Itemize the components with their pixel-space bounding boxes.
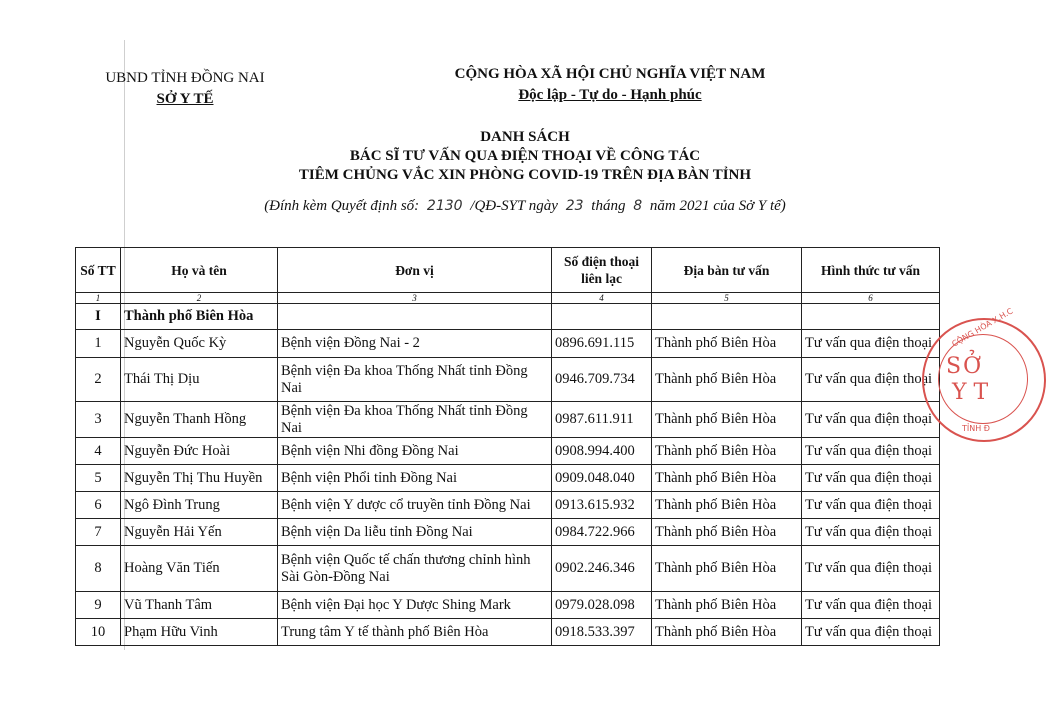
document-title <box>180 128 870 185</box>
row-name: Vũ Thanh Tâm <box>121 592 278 619</box>
row-mode: Tư vấn qua điện thoại <box>802 546 940 592</box>
row-unit: Bệnh viện Đa khoa Thống Nhất tỉnh Đồng Nai <box>278 358 552 402</box>
row-area: Thành phố Biên Hòa <box>652 402 802 438</box>
subtitle-part-4: năm 2021 của Sở Y tế) <box>649 198 786 214</box>
row-mode: Tư vấn qua điện thoại <box>802 402 940 438</box>
table-row <box>76 330 940 358</box>
row-stt: 1 <box>76 330 121 358</box>
row-mode: Tư vấn qua điện thoại <box>802 438 940 465</box>
section-label: Thành phố Biên Hòa <box>121 304 278 330</box>
doctor-list-table <box>75 247 940 646</box>
row-name: Nguyễn Đức Hoài <box>121 438 278 465</box>
subtitle-part-2: /QĐ-SYT ngày <box>470 198 558 214</box>
row-area: Thành phố Biên Hòa <box>652 358 802 402</box>
row-mode: Tư vấn qua điện thoại <box>802 330 940 358</box>
issuer-block <box>90 70 280 108</box>
table-header-row <box>76 248 940 293</box>
row-name: Nguyễn Thanh Hồng <box>121 402 278 438</box>
official-seal <box>922 306 1046 442</box>
issuer-province: UBND TỈNH ĐỒNG NAI <box>105 70 265 86</box>
row-stt: 2 <box>76 358 121 402</box>
row-mode: Tư vấn qua điện thoại <box>802 492 940 519</box>
col-header-stt: Số TT <box>76 248 121 293</box>
table-row <box>76 465 940 492</box>
table-row <box>76 402 940 438</box>
issuer-department: SỞ Y TẾ <box>156 91 214 107</box>
table-row <box>76 438 940 465</box>
row-mode: Tư vấn qua điện thoại <box>802 619 940 646</box>
row-phone: 0946.709.734 <box>552 358 652 402</box>
row-unit: Bệnh viện Đồng Nai - 2 <box>278 330 552 358</box>
col-index: 2 <box>121 293 278 304</box>
row-unit: Trung tâm Y tế thành phố Biên Hòa <box>278 619 552 646</box>
row-name: Nguyễn Thị Thu Huyền <box>121 465 278 492</box>
row-phone: 0984.722.966 <box>552 519 652 546</box>
row-unit: Bệnh viện Quốc tế chấn thương chỉnh hình Sài Gòn-Đồng Nai <box>278 546 552 592</box>
motto: Độc lập - Tự do - Hạnh phúc <box>518 87 702 103</box>
row-area: Thành phố Biên Hòa <box>652 619 802 646</box>
subtitle-part-3: tháng <box>591 198 626 214</box>
row-phone: 0908.994.400 <box>552 438 652 465</box>
col-index: 4 <box>552 293 652 304</box>
seal-inner-ring <box>938 334 1028 424</box>
row-unit: Bệnh viện Nhi đồng Đồng Nai <box>278 438 552 465</box>
national-motto-block <box>380 66 840 104</box>
row-unit: Bệnh viện Y dược cổ truyền tỉnh Đồng Nai <box>278 492 552 519</box>
col-header-area: Địa bàn tư vấn <box>652 248 802 293</box>
empty-cell <box>652 304 802 330</box>
row-phone: 0987.611.911 <box>552 402 652 438</box>
row-phone: 0979.028.098 <box>552 592 652 619</box>
decision-number: 2130 <box>426 198 463 214</box>
row-stt: 4 <box>76 438 121 465</box>
row-stt: 3 <box>76 402 121 438</box>
col-header-name: Họ và tên <box>121 248 278 293</box>
row-name: Thái Thị Dịu <box>121 358 278 402</box>
row-mode: Tư vấn qua điện thoại <box>802 358 940 402</box>
table-row <box>76 592 940 619</box>
col-header-phone: Số điện thoại liên lạc <box>552 248 652 293</box>
col-header-mode: Hình thức tư vấn <box>802 248 940 293</box>
row-phone: 0896.691.115 <box>552 330 652 358</box>
decision-day: 23 <box>565 198 584 214</box>
row-phone: 0909.048.040 <box>552 465 652 492</box>
row-stt: 5 <box>76 465 121 492</box>
decision-reference <box>180 198 870 215</box>
row-area: Thành phố Biên Hòa <box>652 438 802 465</box>
row-name: Nguyễn Quốc Kỳ <box>121 330 278 358</box>
subtitle-part-1: (Đính kèm Quyết định số: <box>264 198 420 214</box>
row-name: Nguyễn Hải Yến <box>121 519 278 546</box>
row-area: Thành phố Biên Hòa <box>652 330 802 358</box>
row-area: Thành phố Biên Hòa <box>652 492 802 519</box>
row-phone: 0902.246.346 <box>552 546 652 592</box>
row-stt: 7 <box>76 519 121 546</box>
section-row <box>76 304 940 330</box>
table-row <box>76 519 940 546</box>
table-row <box>76 546 940 592</box>
row-unit: Bệnh viện Đại học Y Dược Shing Mark <box>278 592 552 619</box>
section-number: I <box>76 304 121 330</box>
seal-arc-top: CỘNG HÒA X.H.C <box>950 306 1015 349</box>
row-phone: 0918.533.397 <box>552 619 652 646</box>
table-row <box>76 492 940 519</box>
row-unit: Bệnh viện Phổi tỉnh Đồng Nai <box>278 465 552 492</box>
row-unit: Bệnh viện Da liễu tỉnh Đồng Nai <box>278 519 552 546</box>
col-header-unit: Đơn vị <box>278 248 552 293</box>
empty-cell <box>278 304 552 330</box>
seal-text-1: SỞ <box>946 354 984 379</box>
row-stt: 8 <box>76 546 121 592</box>
country-name: CỘNG HÒA XÃ HỘI CHỦ NGHĨA VIỆT NAM <box>454 66 766 82</box>
row-area: Thành phố Biên Hòa <box>652 546 802 592</box>
decision-month: 8 <box>633 198 643 214</box>
empty-cell <box>802 304 940 330</box>
title-line-2: BÁC SĨ TƯ VẤN QUA ĐIỆN THOẠI VỀ CÔNG TÁC <box>349 148 701 164</box>
title-line-1: DANH SÁCH <box>480 129 570 145</box>
row-phone: 0913.615.932 <box>552 492 652 519</box>
seal-arc-bottom: TỈNH Đ <box>962 424 990 433</box>
row-mode: Tư vấn qua điện thoại <box>802 519 940 546</box>
title-line-3: TIÊM CHỦNG VẮC XIN PHÒNG COVID-19 TRÊN ĐỊA BÀN TỈNH <box>298 167 752 183</box>
row-stt: 6 <box>76 492 121 519</box>
row-area: Thành phố Biên Hòa <box>652 465 802 492</box>
row-mode: Tư vấn qua điện thoại <box>802 465 940 492</box>
row-unit: Bệnh viện Đa khoa Thống Nhất tỉnh Đồng Nai <box>278 402 552 438</box>
row-name: Hoàng Văn Tiến <box>121 546 278 592</box>
seal-text-2: Y T <box>952 380 989 405</box>
col-index: 1 <box>76 293 121 304</box>
row-mode: Tư vấn qua điện thoại <box>802 592 940 619</box>
col-index: 3 <box>278 293 552 304</box>
column-index-row <box>76 293 940 304</box>
col-index: 6 <box>802 293 940 304</box>
row-area: Thành phố Biên Hòa <box>652 519 802 546</box>
row-stt: 9 <box>76 592 121 619</box>
row-name: Ngô Đình Trung <box>121 492 278 519</box>
empty-cell <box>552 304 652 330</box>
col-index: 5 <box>652 293 802 304</box>
table-row <box>76 619 940 646</box>
row-stt: 10 <box>76 619 121 646</box>
row-area: Thành phố Biên Hòa <box>652 592 802 619</box>
table-row <box>76 358 940 402</box>
row-name: Phạm Hữu Vinh <box>121 619 278 646</box>
